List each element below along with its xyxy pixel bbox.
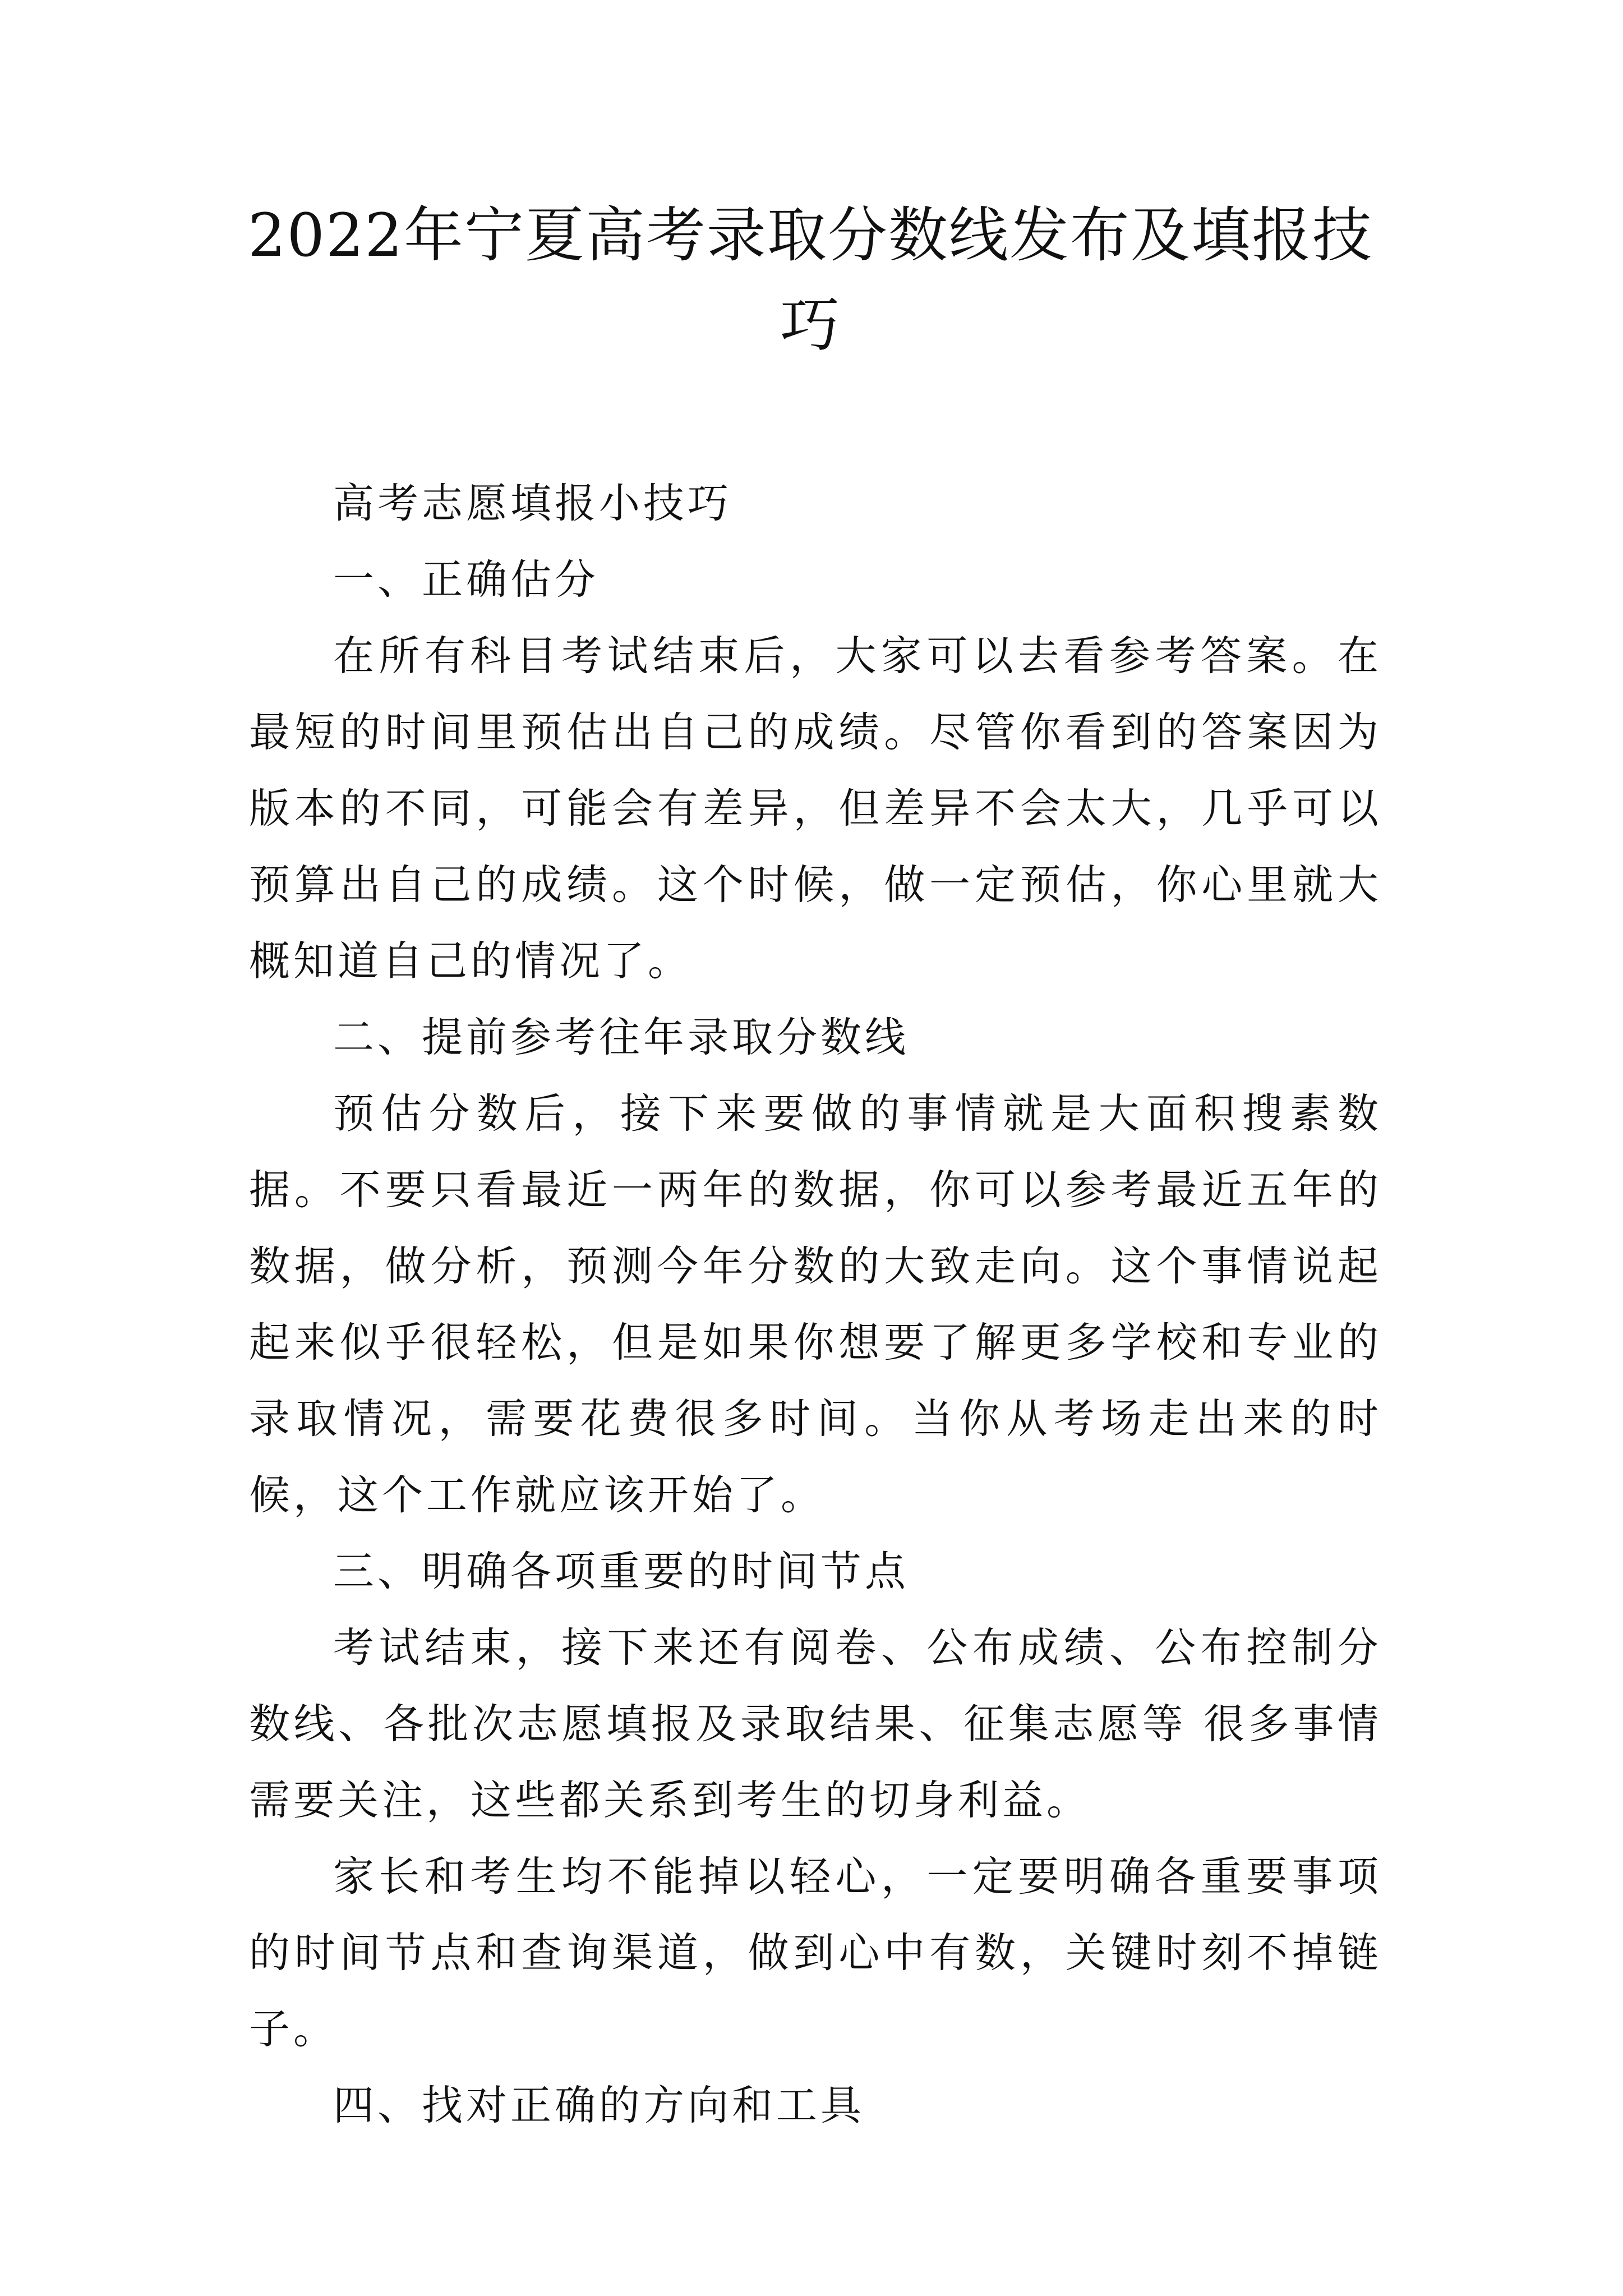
section-heading-tips: 高考志愿填报小技巧 [333,480,732,527]
section-heading-4: 四、找对正确的方向和工具 [333,2082,865,2129]
document-title: 2022年宁夏高考录取分数线发布及填报技巧 [248,201,1373,360]
section-heading-1: 一、正确估分 [333,556,599,604]
document-body [249,466,1382,2144]
paragraph-past-scores: 预估分数后，接下来要做的事情就是大面积搜素数据。不要只看最近一两年的数据，你可以参考最近五年的数据，做分析，预测今年分数的大致走向。这个事情说起起来似乎很轻松，但是如果你想要了解更多学校和专业的录取情况，需要花费很多时间。当你从考场走出来的时候，这个工作就应该开始了。 [249,1090,1382,1519]
section-heading-2: 二、提前参考往年录取分数线 [333,1014,909,1061]
paragraph-timeline: 考试结束，接下来还有阅卷、公布成绩、公布控制分数线、各批次志愿填报及录取结果、征集志愿等 很多事情需要关注，这些都关系到考生的切身利益。 [249,1624,1382,1824]
paragraph-estimate-score: 在所有科目考试结束后，大家可以去看参考答案。在最短的时间里预估出自己的成绩。尽管你看到的答案因为版本的不同，可能会有差异，但差异不会太大，几乎可以预算出自己的成绩。这个时候，做一定预估，你心里就大概知道自己的情况了。 [249,632,1382,985]
paragraph-parents: 家长和考生均不能掉以轻心，一定要明确各重要事项的时间节点和查询渠道，做到心中有数，关键时刻不掉链子。 [249,1853,1382,2053]
section-heading-3: 三、明确各项重要的时间节点 [333,1548,909,1595]
